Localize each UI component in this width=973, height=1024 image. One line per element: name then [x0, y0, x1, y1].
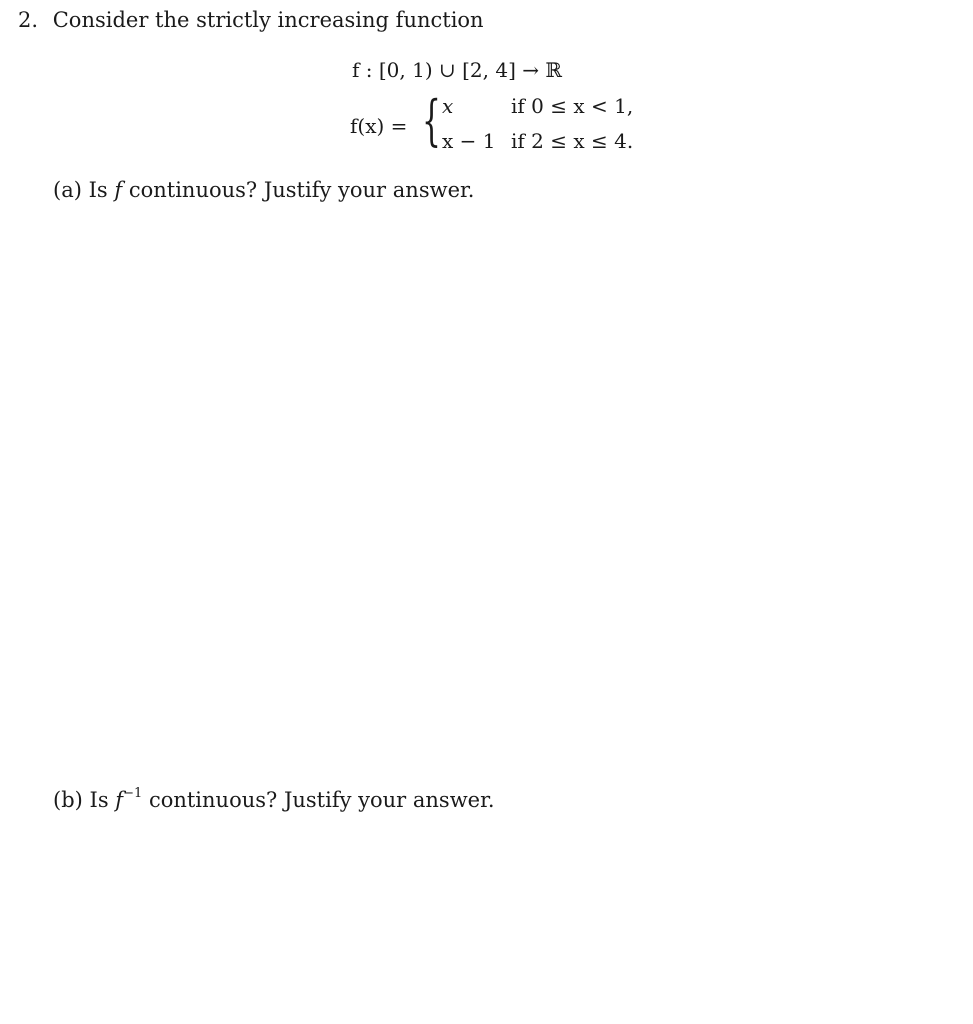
problem-number: 2. [18, 8, 39, 32]
part-b-before: Is [89, 788, 109, 812]
problem-intro [18, 8, 484, 32]
piecewise-brace: { [422, 89, 441, 152]
function-domain-line: f : [0, 1) ∪ [2, 4] → ℝ [352, 58, 562, 82]
function-lhs: f(x) = [350, 114, 408, 138]
part-b-symbol: f [115, 788, 124, 812]
case-1-condition: if 0 ≤ x < 1, [511, 94, 634, 118]
part-b-after: continuous? Justify your answer. [148, 788, 495, 812]
part-b-question [53, 786, 495, 812]
part-a-label: (a) [53, 178, 82, 202]
part-a-question [53, 178, 474, 202]
part-a-symbol: f [114, 178, 123, 202]
part-a-before: Is [88, 178, 108, 202]
part-b-superscript: −1 [123, 786, 143, 801]
case-1-expression: x [442, 94, 454, 118]
case-2-condition: if 2 ≤ x ≤ 4. [511, 129, 634, 153]
part-a-after: continuous? Justify your answer. [128, 178, 475, 202]
part-b-label: (b) [53, 788, 83, 812]
case-2-expression: x − 1 [442, 129, 496, 153]
problem-intro-text: Consider the strictly increasing function [52, 8, 484, 32]
